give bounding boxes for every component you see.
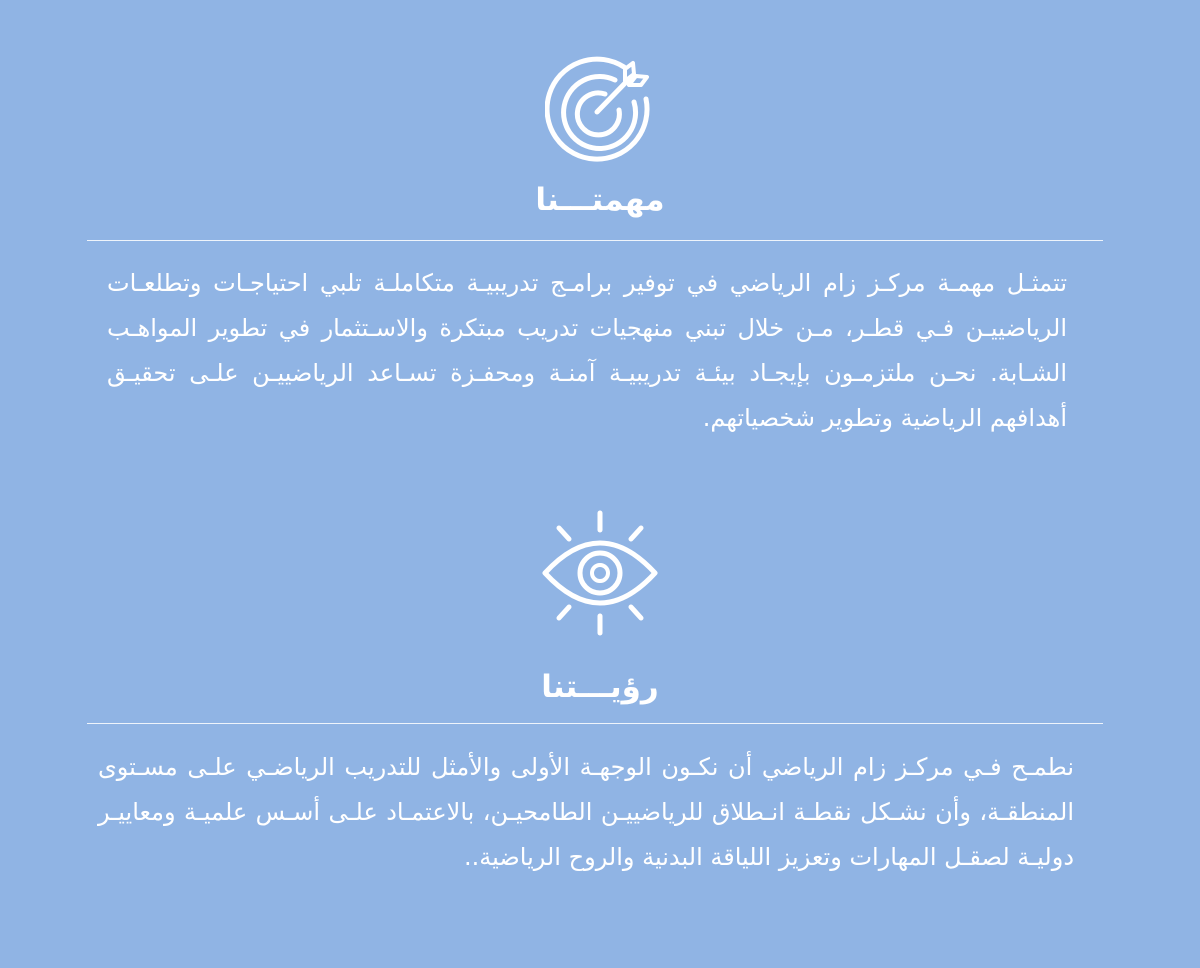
mission-title-row — [0, 182, 1200, 218]
mission-section — [0, 55, 1200, 432]
target-arrow-icon — [545, 55, 655, 165]
vision-title: رؤيـــتنا — [541, 669, 659, 705]
vision-text: نطمـح فـي مركـز زام الرياضي أن نكـون الوجهـة الأولى والأمثل للتدريب الرياضـي علـى مسـتوى المنطقـة، وأن نشـكل نقطـة انـطلاق للرياضييـن الطامحيـن، بالاعتمـاد علـى أسـس علميـة ومعاييـر دوليـة لصقـل المهارات وتعزيز اللياقة البدنية والروح الرياضية.. — [98, 753, 1074, 871]
vision-icon-wrap — [0, 508, 1200, 638]
mission-text: تتمثـل مهمـة مركـز زام الرياضي في توفير برامـج تدريبيـة متكاملـة تلبي احتياجـات وتطلعـات الرياضييـن فـي قطـر، مـن خلال تبني منهجيات تدريب مبتكرة والاسـتثمار في تطوير المواهـب الشـابة. نحـن ملتزمـون بإيجـاد بيئـة تدريبيـة آمنـة ومحفـزة تسـاعد الرياضييـن علـى تحقيـق أهدافهم الرياضية وتطوير شخصياتهم. — [107, 269, 1067, 432]
mission-icon-wrap — [0, 55, 1200, 165]
vision-divider — [87, 723, 1103, 724]
vision-title-row — [0, 669, 1200, 705]
mission-divider — [87, 240, 1103, 241]
vision-section — [0, 508, 1200, 871]
eye-icon — [535, 508, 665, 638]
mission-title: مهمتـــنا — [535, 182, 665, 218]
